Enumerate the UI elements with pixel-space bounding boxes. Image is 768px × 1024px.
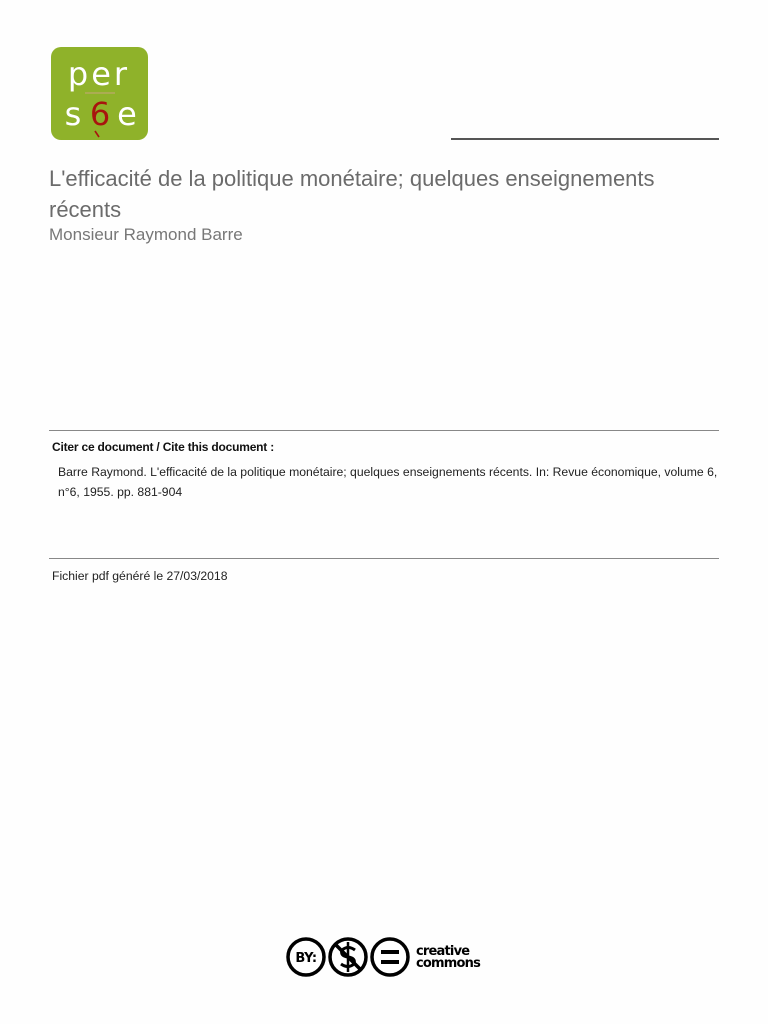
citation-top-divider	[49, 430, 719, 431]
attribution-label: BY:	[295, 951, 317, 966]
header-divider	[451, 138, 719, 140]
citation-bottom-divider	[49, 558, 719, 559]
cc-word-creative: creative	[416, 944, 470, 959]
citation-text: Barre Raymond. L'efficacité de la politique monétaire; quelques enseignements récents. In: Revue économique, volume 6, n°6, 1955. pp. 881-904	[58, 465, 718, 499]
logo-text-accent: 6	[89, 95, 111, 133]
generation-date: Fichier pdf généré le 27/03/2018	[52, 569, 228, 583]
cc-word-commons: commons	[416, 956, 481, 971]
noderivs-icon	[372, 939, 408, 975]
attribution-icon	[288, 939, 324, 975]
logo-text-e: e	[117, 95, 137, 133]
article-author: Monsieur Raymond Barre	[49, 225, 243, 244]
logo-text-s: s	[64, 95, 82, 133]
article-title: L'efficacité de la politique monétaire; quelques enseignements récents	[49, 166, 655, 222]
citation-label: Citer ce document / Cite this document :	[52, 440, 275, 454]
persee-logo	[51, 47, 148, 140]
creative-commons-license[interactable]	[286, 935, 486, 979]
noncommercial-icon	[330, 939, 366, 975]
logo-text-line1: per	[67, 55, 131, 93]
